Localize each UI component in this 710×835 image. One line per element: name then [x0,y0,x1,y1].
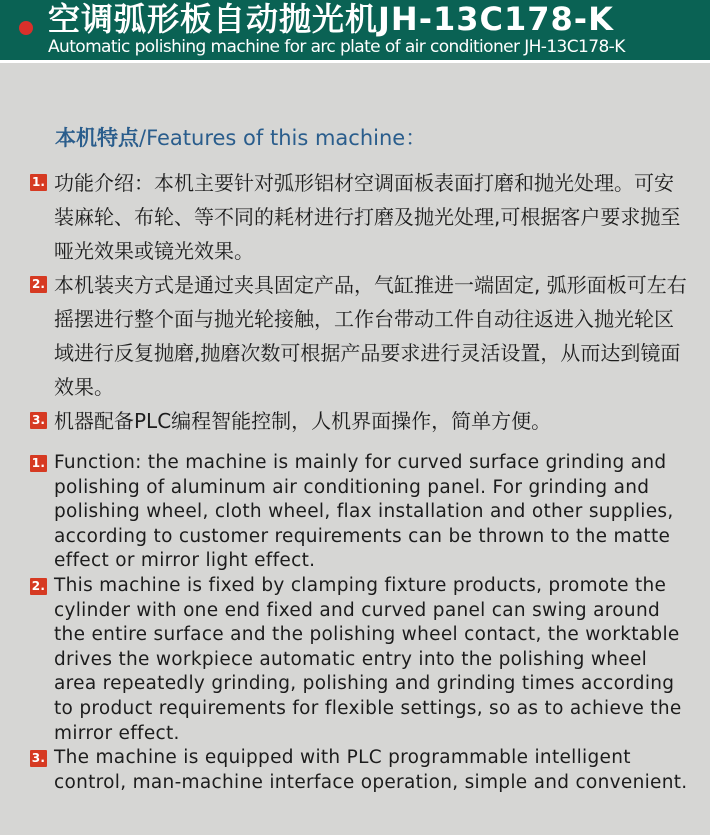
feature-text: 机器配备PLC编程智能控制，人机界面操作，简单方便。 [54,409,552,433]
number-badge: 2. [30,276,47,293]
features-list-cn [30,166,690,438]
feature-text: 本机装夹方式是通过夹具固定产品，气缸推进一端固定, 弧形面板可左右摇摆进行整个面与抛光轮接触，工作台带动工件自动往返进入抛光轮区域进行反复抛磨,抛磨次数可根据产品要求进行灵活设置，从而达到镜面效果。 [54,273,687,399]
feature-en-1 [30,451,690,574]
feature-en-2 [30,574,690,746]
feature-text: 功能介绍：本机主要针对弧形铝材空调面板表面打磨和抛光处理。可安装麻轮、布轮、等不同的耗材进行打磨及抛光处理,可根据客户要求抛至哑光效果或镜光效果。 [54,171,681,263]
feature-cn-2 [30,268,690,404]
number-badge: 1. [30,174,47,191]
number-badge: 1. [31,456,46,470]
title-english: Automatic polishing machine for arc plate of air conditioner JH-13C178-K [48,37,625,57]
number-badge: 2. [31,578,46,593]
feature-cn-3 [30,404,690,438]
number-badge: 3. [31,751,46,766]
title-chinese: 空调弧形板自动抛光机JH-13C178-K [48,0,614,38]
feature-cn-1 [30,166,690,268]
feature-text: The machine is equipped with PLC programmable intelligent control, man-machine interface operation, simple and convenient. [54,747,688,793]
header-banner [0,0,710,63]
feature-text: This machine is fixed by clamping fixture products, promote the cylinder with one end fixed and curved panel can swing around the entire surface and the polishing wheel contact, the worktable drives the workpiece automatic entry into the polishing wheel area repeatedly grinding, polishing and grinding times according to product requirements for flexible settings, so as to achieve the mirror effect. [54,574,682,744]
features-list-en [30,451,690,795]
section-heading-en: /Features of this machine： [139,126,427,150]
feature-text: Function: the machine is mainly for curved surface grinding and polishing of aluminum air conditioning panel. For grinding and polishing wheel, cloth wheel, flax installation and other supplies, according to customer requirements can be thrown to the matte effect or mirror light effect. [54,452,674,572]
feature-en-3 [30,746,690,795]
section-heading [55,124,426,152]
number-badge: 3. [30,412,47,429]
section-heading-cn: 本机特点 [55,126,139,150]
red-dot-icon [19,21,33,35]
